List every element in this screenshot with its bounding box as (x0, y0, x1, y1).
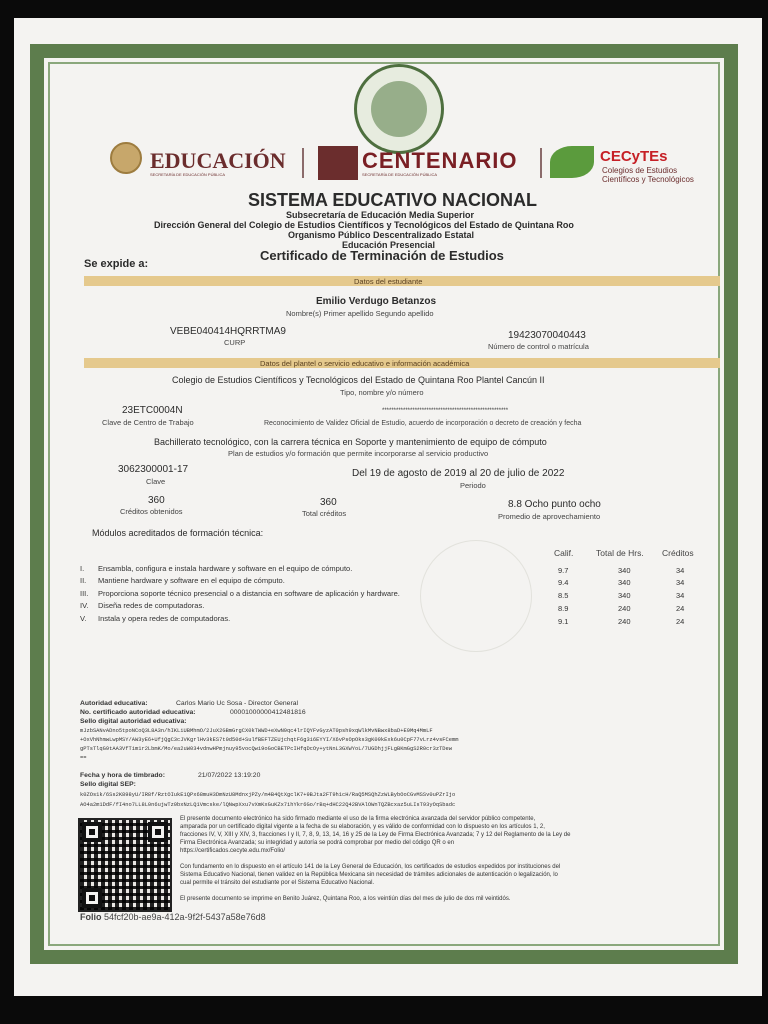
module-credits: 34 (676, 578, 685, 587)
folio-label: Folio (80, 912, 102, 922)
qr-finder (82, 822, 102, 842)
law-line-1: Con fundamento en lo dispuesto en el artículo 141 de la Ley General de Educación, los certificados de estudios expedidos por instituciones del (180, 864, 561, 870)
module-name: Ensambla, configura e instala hardware y software en el equipo de cómputo. (98, 564, 353, 573)
seal-line-1: mJzbSANvADno5tpoNCoQ3L8A3n/hIKLiUBMhmO/2JuX2GBmGrgCX0kTWWD+eXwN9qc4lrIQYFvGyzAT0psh9xqWlkMvNBwx8baD+E9Mq4MmLF (80, 728, 433, 734)
seal-line-3: gPTsTlqG9tAA3VfTim1r2LbmK/Mo/ea2uW034vdnwHPmjnuy95vocQwi9oGoCBETPcIHfqDcOy+ytNnL3GXWYoL/7UGDhjjFLgBKmGgS2R0cr3zTDew (80, 746, 453, 752)
legal-line-3: fracciones IV, V, XIII y XIV, 3, fracciones I y II, 7, 8, 9, 13, 14, 16 y 25 de la Ley de Firma Electrónica Avanzada; 7 y 12 del Reglamento de la Ley de (180, 832, 571, 838)
average-label: Promedio de aprovechamiento (498, 512, 601, 521)
sep-seal-line-1: k0ZOs1k/6Ss2K898yU/IR8f/RztOIukE1QPx68muH3DmNzU8MdnxjPZy/m4B4QtXgclK7+9BJta2FT9h1cH/RaQ5MSQhZzWLBybOoCGvMSSv0uPZrIjo (80, 792, 456, 798)
total-credits: 360 (320, 497, 337, 508)
student-section-title: Datos del estudiante (354, 277, 423, 286)
educacion-emblem-icon (110, 142, 142, 174)
seal-label: Sello digital autoridad educativa: (80, 718, 187, 725)
module-num: III. (80, 589, 89, 598)
student-section-bar (84, 276, 720, 286)
period-label: Periodo (460, 481, 486, 490)
watermark-seal (420, 540, 532, 652)
school-section-bar (84, 358, 720, 368)
school-section-title: Datos del plantel o servicio educativo e información académica (260, 359, 470, 368)
sep-seal-label: Sello digital SEP: (80, 781, 136, 788)
rvoe-value: ****************************************************** (382, 408, 509, 414)
timestamp-label: Fecha y hora de timbrado: (80, 772, 165, 779)
credits-obtained-label: Créditos obtenidos (120, 507, 183, 516)
module-calif: 8.9 (558, 604, 569, 613)
subtitle-4: Educación Presencial (342, 240, 436, 250)
subtitle-3: Organismo Público Descentralizado Estatal (288, 230, 475, 240)
logo-educacion: EDUCACIÓN (150, 148, 286, 173)
module-num: V. (80, 614, 87, 623)
module-credits: 24 (676, 617, 685, 626)
subtitle-1: Subsecretaría de Educación Media Superior (286, 210, 475, 220)
study-plan-label: Plan de estudios y/o formación que permite incorporarse al servicio productivo (228, 449, 489, 458)
module-hours: 340 (618, 591, 631, 600)
legal-line-4: Firma Electrónica Avanzada; su integridad y autoría se podrá comprobar por medio del código QR o en (180, 840, 455, 846)
logo-divider (540, 148, 542, 178)
curp-label: CURP (224, 338, 246, 347)
cert-label: No. certificado autoridad educativa: (80, 709, 196, 716)
seal-line-4: == (80, 755, 87, 761)
qr-finder (148, 822, 168, 842)
qr-code[interactable] (78, 818, 172, 912)
logo-centenario-sub: SECRETARÍA DE EDUCACIÓN PÚBLICA (362, 172, 438, 177)
control-label: Número de control o matrícula (488, 342, 589, 351)
module-credits: 34 (676, 591, 685, 600)
curp-value: VEBE040414HQRRTMA9 (170, 326, 286, 337)
module-calif: 9.1 (558, 617, 569, 626)
module-num: IV. (80, 601, 89, 610)
eagle-emblem-icon (371, 81, 427, 137)
logo-divider (302, 148, 304, 178)
legal-line-1: El presente documento electrónico ha sido firmado mediante el uso de la firma electrónica avanzada del servidor público competente, (180, 816, 536, 822)
module-calif: 8.5 (558, 591, 569, 600)
se-expide-label: Se expide a: (84, 258, 149, 270)
total-credits-label: Total créditos (302, 509, 347, 518)
logo-educacion-sub: SECRETARÍA DE EDUCACIÓN PÚBLICA (150, 172, 226, 177)
logo-cecytes-sub2: Científicos y Tecnológicos (602, 175, 694, 184)
authority-label: Autoridad educativa: (80, 700, 148, 707)
module-hours: 340 (618, 566, 631, 575)
school-name-label: Tipo, nombre y/o número (340, 388, 424, 397)
sep-seal-line-2: AO4a2m1DdF/fI4no7LL8L0n6ujwTz0bxNzLQ1Vmcske/lQNwpXxu7vXmKxGuKZx7ihYkr6Go/rBq+dHC22Q42BVAlOWnTQZBcxaz5uLIsT93yOqSbadc (80, 802, 456, 808)
module-num: I. (80, 564, 85, 573)
centenario-building-icon (318, 146, 358, 180)
module-hours: 340 (618, 578, 631, 587)
module-credits: 24 (676, 604, 685, 613)
modules-title: Módulos acreditados de formación técnica: (92, 528, 264, 538)
module-hours: 240 (618, 604, 631, 613)
control-number: 19423070040443 (508, 330, 586, 341)
credits-obtained: 360 (148, 495, 165, 506)
authority-value: Carlos Mario Uc Sosa - Director General (176, 700, 299, 707)
student-name-label: Nombre(s) Primer apellido Segundo apellido (286, 309, 434, 318)
timestamp-value: 21/07/2022 13:19:20 (198, 772, 261, 779)
rvoe-label: Reconocimiento de Validez Oficial de Estudio, acuerdo de incorporación o decreto de creación y fecha (264, 420, 582, 427)
certificate-title: Certificado de Terminación de Estudios (260, 248, 504, 263)
module-name: Instala y opera redes de computadoras. (98, 614, 231, 623)
module-name: Mantiene hardware y software en el equipo de cómputo. (98, 576, 285, 585)
module-name: Proporciona soporte técnico presencial o a distancia en software de aplicación y hardware. (98, 589, 400, 598)
col-calif: Calif. (554, 548, 574, 558)
law-line-2: Sistema Educativo Nacional, tienen validez en la República Mexicana sin necesidad de trámites adicionales de autenticación o legalización, lo (180, 872, 558, 878)
logo-cecytes-sub1: Colegios de Estudios (602, 166, 678, 175)
module-credits: 34 (676, 566, 685, 575)
system-title: SISTEMA EDUCATIVO NACIONAL (248, 190, 538, 210)
study-plan: Bachillerato tecnológico, con la carrera técnica en Soporte y mantenimiento de equipo de cómputo (154, 437, 547, 447)
col-hours: Total de Hrs. (596, 548, 644, 558)
module-calif: 9.4 (558, 578, 569, 587)
cct-value: 23ETC0004N (122, 405, 183, 416)
national-seal (354, 64, 444, 154)
cct-label: Clave de Centro de Trabajo (102, 418, 194, 427)
module-calif: 9.7 (558, 566, 569, 575)
logo-centenario: CENTENARIO (362, 148, 518, 173)
clave-value: 3062300001-17 (118, 464, 189, 475)
print-place: El presente documento se imprime en Benito Juárez, Quintana Roo, a los veintiún días del mes de julio de dos mil veintidós. (180, 896, 511, 902)
folio-value: 54fcf20b-ae9a-412a-9f2f-5437a58e76d8 (104, 912, 266, 922)
school-name: Colegio de Estudios Científicos y Tecnológicos del Estado de Quintana Roo Plantel Cancún II (172, 375, 545, 385)
col-credits: Créditos (662, 548, 694, 558)
subtitle-2: Dirección General del Colegio de Estudios Científicos y Tecnológicos del Estado de Quintana Roo (154, 220, 574, 230)
average-value: 8.8 Ocho punto ocho (508, 499, 601, 510)
clave-label: Clave (146, 477, 166, 486)
seal-line-2: +OxVhNhmwLwpMSY/AW3yE6+UfjQgC3cJVKgrlHv3kES7t0d50d+SulfBEFTZEUjchqtF6g3i6EYYI/X6vPsOpOks3gK09kExk6u0CpF77vLrz4vsFCemm (80, 737, 459, 743)
cecytes-leaf-icon (550, 146, 594, 178)
module-hours: 240 (618, 617, 631, 626)
logo-cecytes: CECyTEs (600, 148, 668, 165)
cert-value: 00001000000412481816 (230, 709, 306, 716)
module-name: Diseña redes de computadoras. (98, 601, 205, 610)
period-value: Del 19 de agosto de 2019 al 20 de julio de 2022 (352, 468, 565, 479)
student-name: Emilio Verdugo Betanzos (316, 296, 437, 307)
law-line-3: cual permite el tránsito del estudiante por el Sistema Educativo Nacional. (180, 880, 375, 886)
legal-line-2: amparada por un certificado digital vigente a la fecha de su elaboración, y es válido de conformidad con lo dispuesto en los artículos 1, 2, (180, 824, 545, 830)
verification-link[interactable]: https://certificados.cecyte.edu.mx/Folio/ (180, 848, 286, 854)
module-num: II. (80, 576, 87, 585)
qr-finder (82, 888, 102, 908)
